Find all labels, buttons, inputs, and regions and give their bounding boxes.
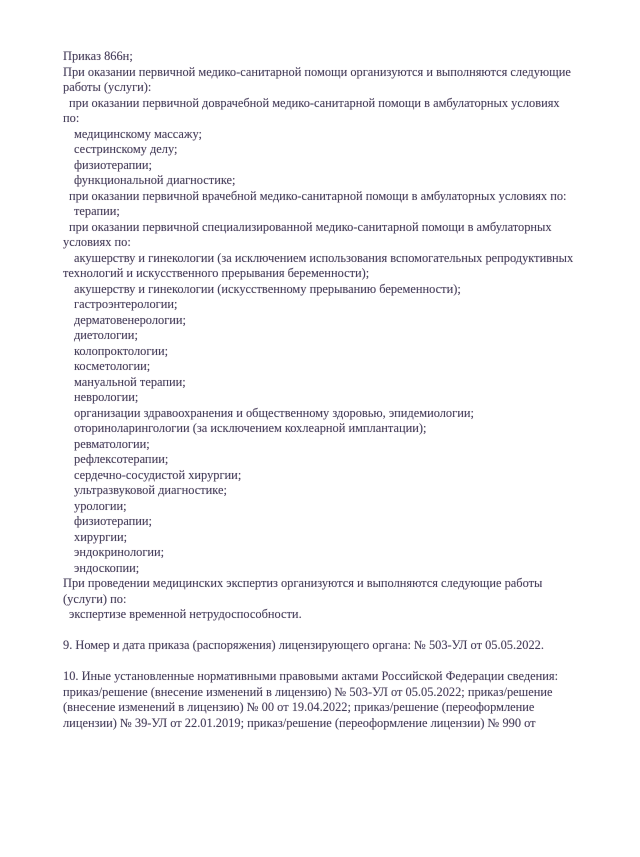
doc-line: по: xyxy=(63,111,80,125)
document-page xyxy=(63,49,625,731)
doc-line: при оказании первичной специализированной медико-санитарной помощи в амбулаторных xyxy=(69,219,552,234)
doc-line: при оказании первичной врачебной медико-санитарной помощи в амбулаторных условиях по: xyxy=(69,188,567,203)
doc-line: эндоскопии; xyxy=(74,560,140,575)
doc-line: терапии; xyxy=(74,204,120,218)
doc-line: (внесение изменений в лицензию) № 00 от 19.04.2022; приказ/решение (переоформление xyxy=(63,700,535,714)
blank-line xyxy=(63,623,625,639)
doc-line: ультразвуковой диагностике; xyxy=(74,483,227,497)
doc-line: акушерству и гинекологии (искусственному прерыванию беременности); xyxy=(74,281,461,296)
doc-line: сестринскому делу; xyxy=(74,142,178,156)
doc-line: урологии; xyxy=(74,498,127,513)
doc-line: медицинскому массажу; xyxy=(74,126,202,141)
doc-line: функциональной диагностике; xyxy=(74,173,236,187)
doc-line: колопроктологии; xyxy=(74,343,169,358)
doc-line: 10. Иные установленные нормативными правовыми актами Российской Федерации сведения: xyxy=(63,669,559,683)
doc-line: мануальной терапии; xyxy=(74,374,186,389)
doc-line: технологий и искусственного прерывания беременности); xyxy=(63,266,370,280)
doc-line: (услуги) по: xyxy=(63,591,127,606)
doc-line: эндокринологии; xyxy=(74,545,165,559)
blank-line xyxy=(63,654,625,670)
doc-line: при оказании первичной доврачебной медико-санитарной помощи в амбулаторных условиях xyxy=(69,95,560,110)
doc-line: Приказ 866н; xyxy=(63,49,133,63)
doc-line: хирургии; xyxy=(74,529,128,544)
doc-line: 9. Номер и дата приказа (распоряжения) лицензирующего органа: № 503-УЛ от 05.05.2022. xyxy=(63,638,544,652)
doc-line: рефлексотерапии; xyxy=(74,452,169,466)
doc-line: физиотерапии; xyxy=(74,157,152,172)
doc-line: сердечно-сосудистой хирургии; xyxy=(74,467,242,482)
doc-line: лицензии) № 39-УЛ от 22.01.2019; приказ/решение (переоформление лицензии) № 990 от xyxy=(63,715,536,730)
doc-line: диетологии; xyxy=(74,328,138,342)
doc-line: экспертизе временной нетрудоспособности. xyxy=(69,607,302,621)
doc-line: ревматологии; xyxy=(74,436,150,451)
doc-line: При проведении медицинских экспертиз организуются и выполняются следующие работы xyxy=(63,576,543,590)
doc-line: акушерству и гинекологии (за исключением использования вспомогательных репродуктивных xyxy=(74,250,574,265)
doc-line: приказ/решение (внесение изменений в лицензию) № 503-УЛ от 05.05.2022; приказ/решение xyxy=(63,684,553,699)
doc-line: косметологии; xyxy=(74,359,151,373)
doc-line: гастроэнтерологии; xyxy=(74,297,178,311)
doc-line: организации здравоохранения и общественному здоровью, эпидемиологии; xyxy=(74,405,474,420)
doc-line: работы (услуги): xyxy=(63,80,152,94)
doc-line: неврологии; xyxy=(74,390,139,404)
doc-line: оториноларингологии (за исключением кохлеарной имплантации); xyxy=(74,421,427,435)
doc-line: физиотерапии; xyxy=(74,514,152,528)
doc-line: условиях по: xyxy=(63,235,131,249)
doc-line: дерматовенерологии; xyxy=(74,312,186,327)
doc-line: При оказании первичной медико-санитарной помощи организуются и выполняются следующие xyxy=(63,64,571,79)
